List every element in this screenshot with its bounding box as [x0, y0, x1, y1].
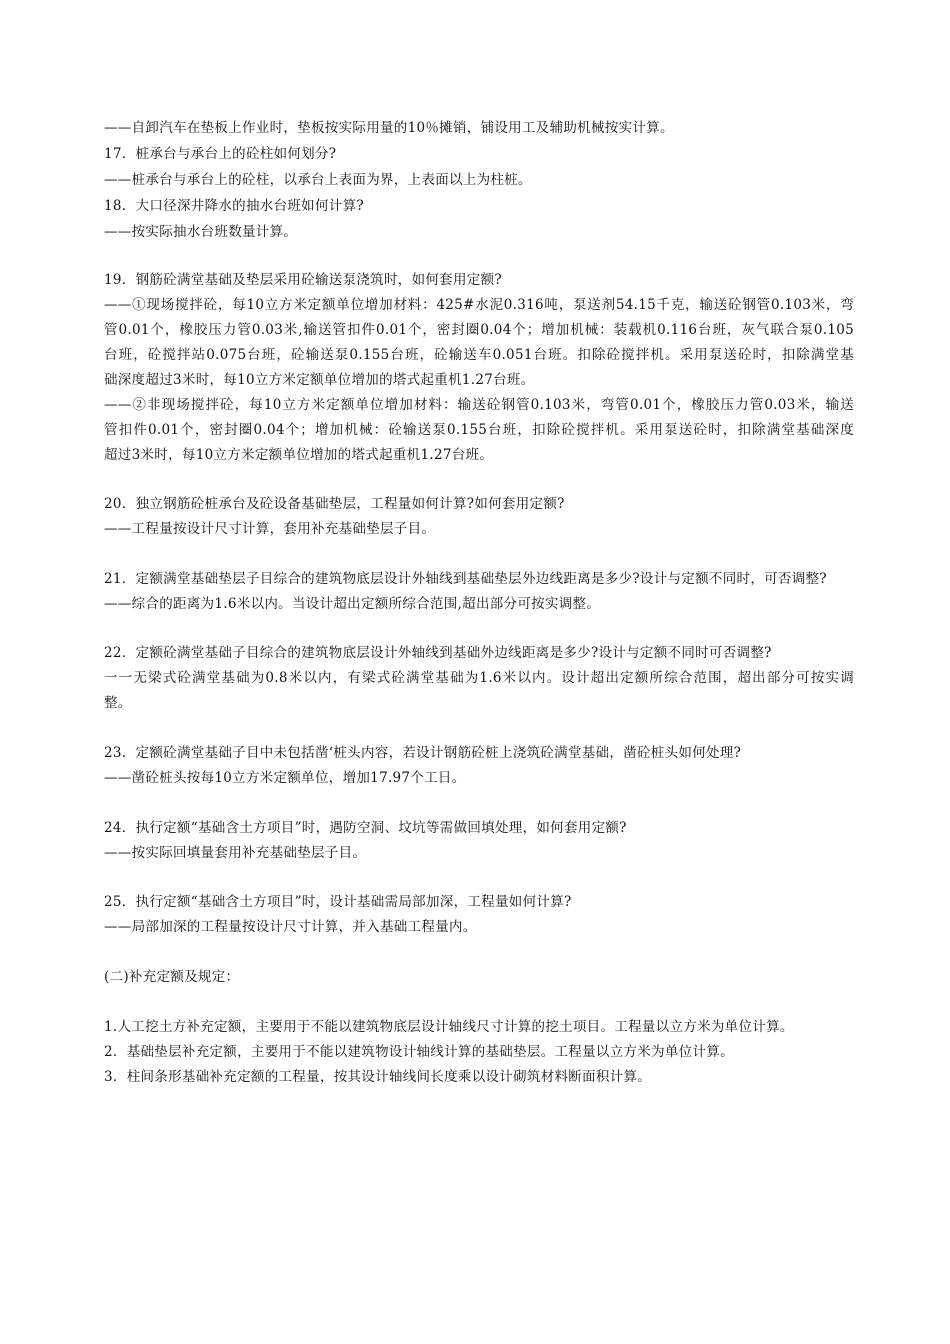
question-23: 23．定额砼满堂基础子目中未包括凿‘桩头内容，若设计钢筋砼桩上浇筑砼满堂基础，凿砼桩头如何处理?: [104, 745, 742, 761]
question-25: 25．执行定额“基础含土方项目”时，设计基础需局部加深，工程量如何计算?: [104, 894, 572, 910]
section-heading: (二)补充定额及规定：: [104, 969, 240, 985]
answer-19-line: 管扣件0.01个，密封圈0.04个；增加机械：砼输送泵0.155台班，扣除砼搅拌机。采用泵送砼时，扣除满堂基础深度: [104, 422, 854, 438]
answer-21: ——综合的距离为1.6米以内。当设计超出定额所综合范围,超出部分可按实调整。: [104, 596, 601, 612]
answer-17: ——桩承台与承台上的砼柱，以承台上表面为界，上表面以上为柱桩。: [104, 172, 532, 188]
question-21: 21．定额满堂基础垫层子目综合的建筑物底层设计外轴线到基础垫层外边线距离是多少?设计与定额不同时，可否调整?: [104, 571, 827, 587]
answer-22-line: 整。: [104, 695, 132, 711]
supplement-item-2: 2．基础垫层补充定额，主要用于不能以建筑物设计轴线计算的基础垫层。工程量以立方米为单位计算。: [104, 1044, 734, 1060]
answer-19-line: 超过3米时，每10立方米定额单位增加的塔式起重机1.27台班。: [104, 447, 494, 463]
answer-19-line: 础深度超过3米时，每10立方米定额单位增加的塔式起重机1.27台班。: [104, 372, 535, 388]
answer-16-line: ——自卸汽车在垫板上作业时，垫板按实际用量的10％摊销，铺设用工及辅助机械按实计算。: [104, 120, 674, 136]
supplement-item-3: 3．柱间条形基础补充定额的工程量，按其设计轴线间长度乘以设计砌筑材料断面积计算。: [104, 1069, 652, 1085]
answer-23: ——凿砼桩头按每10立方米定额单位，增加17.97个工日。: [104, 770, 466, 786]
answer-20: ——工程量按设计尺寸计算，套用补充基础垫层子目。: [104, 521, 436, 537]
question-18: 18．大口径深井降水的抽水台班如何计算?: [104, 198, 364, 214]
question-22: 22．定额砼满堂基础子目综合的建筑物底层设计外轴线到基础外边线距离是多少?设计与定额不同时可否调整?: [104, 645, 772, 661]
question-20: 20．独立钢筋砼桩承台及砼设备基础垫层，工程量如何计算?如何套用定额?: [104, 496, 565, 512]
answer-19-line: ——①现场搅拌砼，每10立方米定额单位增加材料：425#水泥0.316吨，泵送剂54.15千克，输送砼钢管0.103米，弯: [104, 297, 854, 313]
answer-19-line: ——②非现场搅拌砼，每10立方米定额单位增加材料：输送砼钢管0.103米，弯管0.01个，橡胶压力管0.03米，输送: [104, 397, 854, 413]
answer-19-line: 管0.01个，橡胶压力管0.03米,输送管扣件0.01个，密封圈0.04个；增加机械：装载机0.116台班，灰气联合泵0.105: [104, 322, 854, 338]
answer-19-line: 台班，砼搅拌站0.075台班，砼输送泵0.155台班，砼输送车0.051台班。扣除砼搅拌机。采用泵送砼时，扣除满堂基: [104, 347, 854, 363]
answer-25: ——局部加深的工程量按设计尺寸计算，并入基础工程量内。: [104, 919, 477, 935]
question-17: 17．桩承台与承台上的砼柱如何划分?: [104, 146, 337, 162]
supplement-item-1: 1.人工挖土方补充定额，主要用于不能以建筑物底层设计轴线尺寸计算的挖土项目。工程量以立方米为单位计算。: [104, 1019, 794, 1035]
question-19: 19．钢筋砼满堂基础及垫层采用砼输送泵浇筑时，如何套用定额?: [104, 272, 502, 288]
answer-24: ——按实际回填量套用补充基础垫层子目。: [104, 845, 367, 861]
question-24: 24．执行定额“基础含土方项目”时，遇防空洞、坟坑等需做回填处理，如何套用定额?: [104, 820, 627, 836]
answer-18: ——按实际抽水台班数量计算。: [104, 224, 298, 240]
answer-22-line: 一一无梁式砼满堂基础为0.8米以内，有梁式砼满堂基础为1.6米以内。设计超出定额所综合范围，超出部分可按实调: [104, 670, 854, 686]
